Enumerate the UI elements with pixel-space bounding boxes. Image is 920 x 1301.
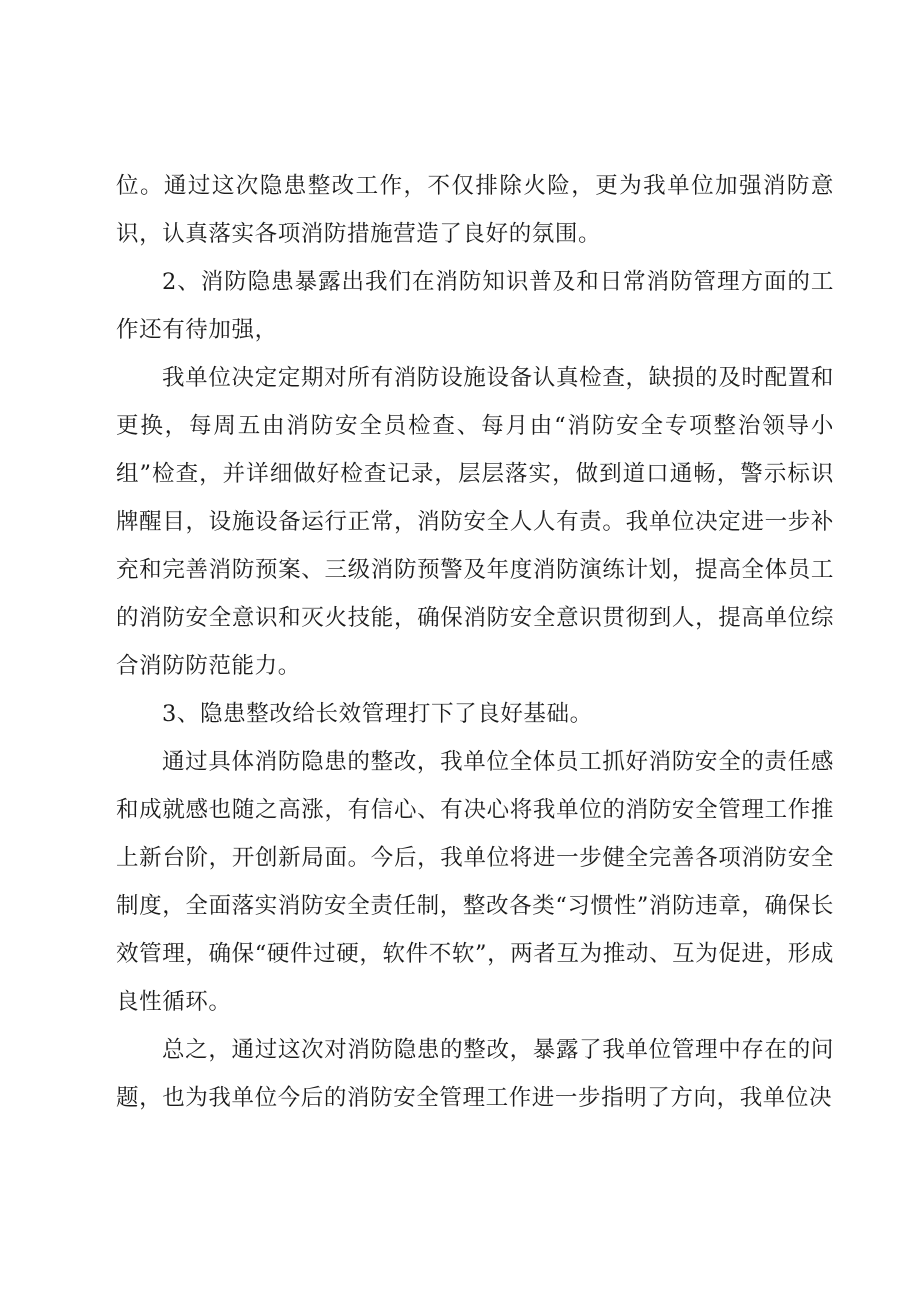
paragraph-long-term-management: 通过具体消防隐患的整改，我单位全体员工抓好消防安全的责任感和成就感也随之高涨，有信心、有决心将我单位的消防安全管理工作推上新台阶，开创新局面。今后，我单位将进一步健全完善各项消防安全制度，全面落实消防安全责任制，整改各类“习惯性”消防违章，确保长效管理，确保“硬件过硬，软件不软”，两者互为推动、互为促进，形成良性循环。 (116, 749, 834, 1015)
paragraph-point-3: 3、隐患整改给长效管理打下了良好基础。 (162, 701, 593, 727)
paragraph-conclusion: 总之，通过这次对消防隐患的整改，暴露了我单位管理中存在的问题，也为我单位今后的消防安全管理工作进一步指明了方向，我单位决 (116, 1037, 834, 1111)
paragraph-continuation: 位。通过这次隐患整改工作，不仅排除火险，更为我单位加强消防意识，认真落实各项消防措施营造了良好的氛围。 (116, 173, 834, 247)
document-body (116, 162, 834, 1122)
paragraph-point-2: 2、消防隐患暴露出我们在消防知识普及和日常消防管理方面的工作还有待加强， (116, 269, 834, 343)
paragraph-inspection-plan: 我单位决定定期对所有消防设施设备认真检查，缺损的及时配置和更换，每周五由消防安全员检查、每月由“消防安全专项整治领导小组”检查，并详细做好检查记录，层层落实，做到道口通畅，警示标识牌醒目，设施设备运行正常，消防安全人人有责。我单位决定进一步补充和完善消防预案、三级消防预警及年度消防演练计划，提高全体员工的消防安全意识和灭火技能，确保消防安全意识贯彻到人，提高单位综合消防防范能力。 (116, 365, 834, 679)
